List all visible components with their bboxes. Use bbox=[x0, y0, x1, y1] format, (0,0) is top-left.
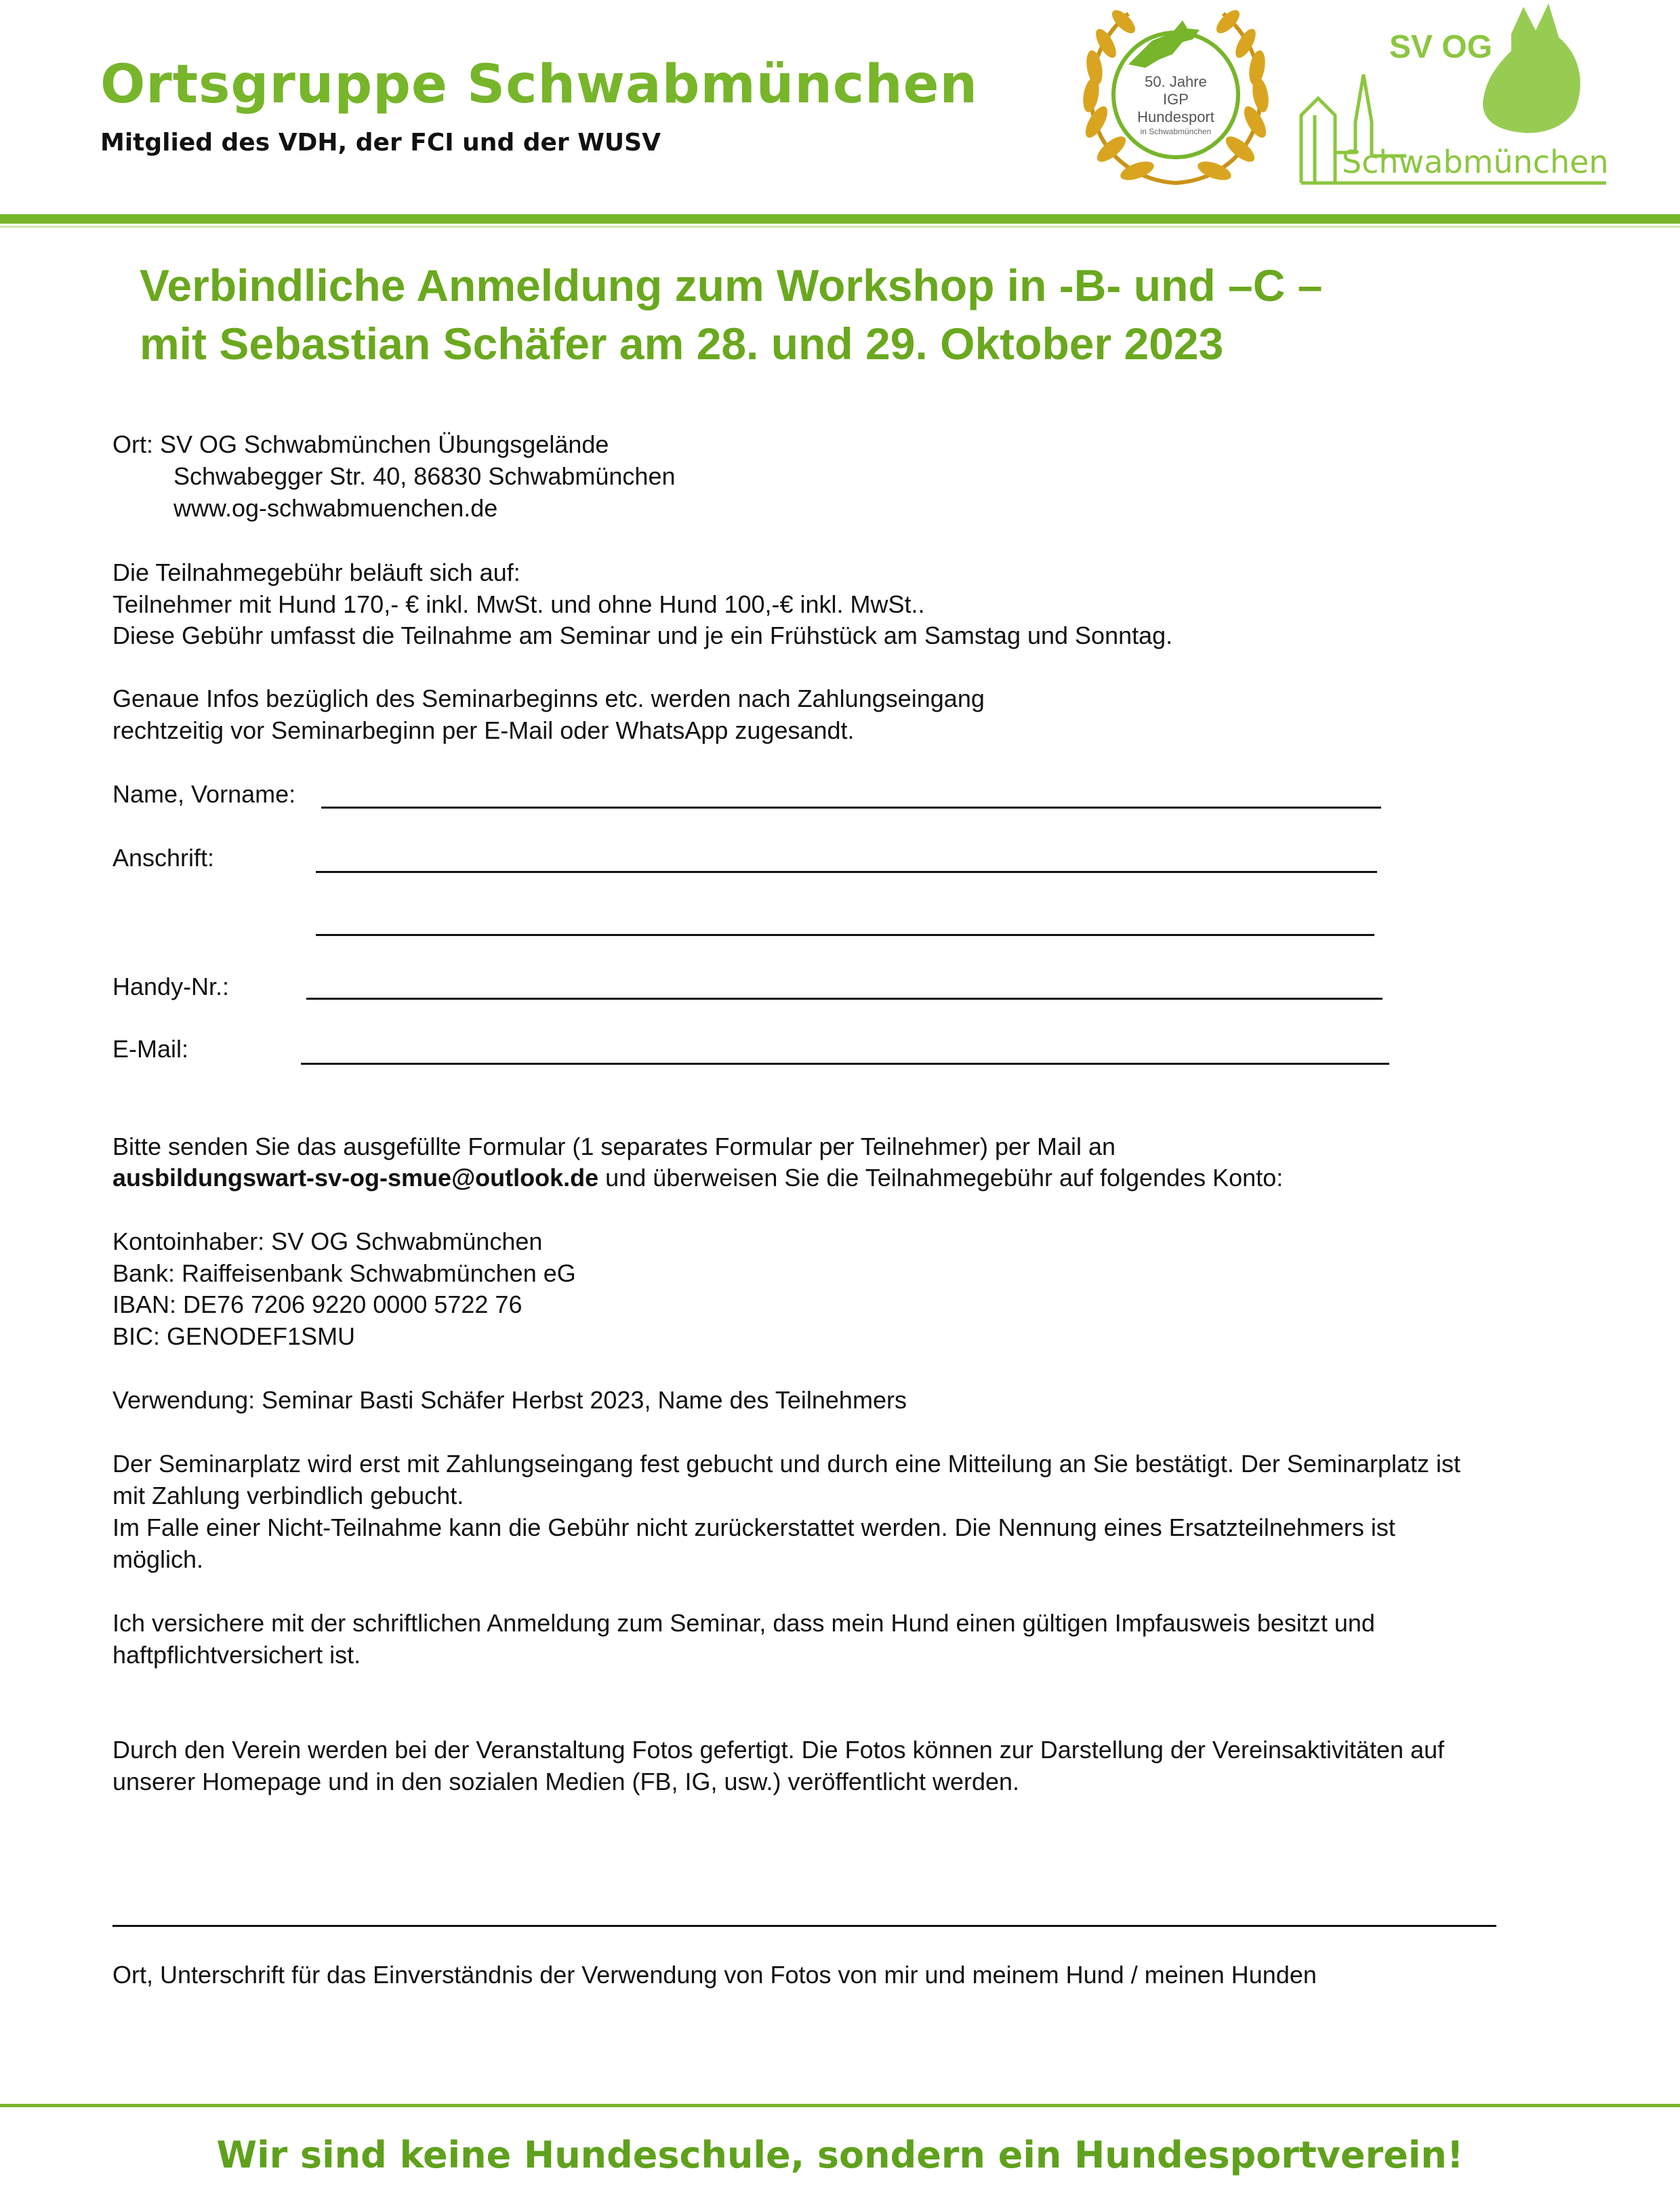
wreath-text-line1: 50. Jahre bbox=[1145, 73, 1207, 90]
org-name: Ortsgruppe Schwabmünchen bbox=[100, 54, 979, 115]
bank-owner: Kontoinhaber: SV OG Schwabmünchen bbox=[112, 1227, 543, 1255]
location-line-1: Ort: SV OG Schwabmünchen Übungsgelände bbox=[112, 430, 609, 458]
vaccination-line-1: Ich versichere mit der schriftlichen Anmeldung zum Seminar, dass mein Hund einen gültigen Impfausweis besitzt und bbox=[112, 1609, 1375, 1637]
name-input-line[interactable] bbox=[321, 807, 1381, 809]
wreath-text-line2: IGP bbox=[1163, 91, 1189, 108]
vaccination-line-2: haftpflichtversichert ist. bbox=[112, 1641, 361, 1669]
terms-line-3: Im Falle einer Nicht-Teilnahme kann die Gebühr nicht zurückerstattet werden. Die Nennung eines Ersatzteilnehmers ist bbox=[112, 1513, 1395, 1541]
terms-line-1: Der Seminarplatz wird erst mit Zahlungseingang fest gebucht und durch eine Mitteilung an Sie bestätigt. Der Seminarplatz ist bbox=[112, 1450, 1461, 1478]
shepherd-dog-head-icon bbox=[1483, 3, 1580, 133]
bank-bic: BIC: GENODEF1SMU bbox=[112, 1322, 356, 1350]
title-line-2: mit Sebastian Schäfer am 28. und 29. Oktober 2023 bbox=[140, 319, 1224, 369]
footer-slogan: Wir sind keine Hundeschule, sondern ein Hundesportverein! bbox=[216, 2134, 1464, 2176]
name-label: Name, Vorname: bbox=[112, 780, 296, 808]
signature-caption: Ort, Unterschrift für das Einverständnis der Verwendung von Fotos von mir und meinem Hund / meinen Hunden bbox=[112, 1961, 1317, 1989]
email-label: E-Mail: bbox=[112, 1035, 189, 1063]
submission-line-1: Bitte senden Sie das ausgefüllte Formular (1 separates Formular per Teilnehmer) per Mail an bbox=[112, 1133, 1116, 1160]
submission-line-2-rest: und überweisen Sie die Teilnahmegebühr auf folgendes Konto: bbox=[598, 1164, 1284, 1192]
signature-line[interactable] bbox=[112, 1925, 1496, 1927]
anniversary-wreath-logo bbox=[1064, 0, 1288, 197]
footer-divider bbox=[0, 2104, 1680, 2107]
phone-label: Handy-Nr.: bbox=[112, 973, 230, 1000]
address-input-line-2[interactable] bbox=[316, 934, 1374, 936]
title-line-1: Verbindliche Anmeldung zum Workshop in -B- und –C – bbox=[140, 260, 1323, 310]
address-input-line-1[interactable] bbox=[316, 871, 1377, 873]
submission-line-2 bbox=[112, 1162, 1283, 1194]
location-line-3: www.og-schwabmuenchen.de bbox=[173, 494, 498, 522]
fee-line-3: Diese Gebühr umfasst die Teilnahme am Seminar und je ein Frühstück am Samstag und Sonntag. bbox=[112, 622, 1173, 649]
bank-iban: IBAN: DE76 7206 9220 0000 5722 76 bbox=[112, 1290, 523, 1318]
header-divider bbox=[0, 214, 1680, 224]
club-logo bbox=[1288, 0, 1620, 197]
header-divider-shadow bbox=[0, 226, 1680, 228]
photos-line-2: unserer Homepage und in den sozialen Medien (FB, IG, usw.) veröffentlicht werden. bbox=[112, 1768, 1020, 1795]
address-label: Anschrift: bbox=[112, 844, 215, 872]
bank-name: Bank: Raiffeisenbank Schwabmünchen eG bbox=[112, 1259, 576, 1287]
club-logo-bottom-text: Schwabmünchen bbox=[1342, 144, 1609, 180]
fee-line-2: Teilnehmer mit Hund 170,- € inkl. MwSt. und ohne Hund 100,-€ inkl. MwSt.. bbox=[112, 590, 925, 618]
page-title bbox=[140, 256, 1322, 373]
payment-purpose: Verwendung: Seminar Basti Schäfer Herbst 2023, Name des Teilnehmers bbox=[112, 1386, 907, 1414]
phone-input-line[interactable] bbox=[306, 998, 1382, 1000]
submission-email-link[interactable]: ausbildungswart-sv-og-smue@outlook.de bbox=[112, 1164, 599, 1192]
fee-line-1: Die Teilnahmegebühr beläuft sich auf: bbox=[112, 558, 520, 586]
org-subtitle: Mitglied des VDH, der FCI und der WUSV bbox=[100, 129, 661, 157]
email-input-line[interactable] bbox=[301, 1063, 1389, 1065]
info-line-2: rechtzeitig vor Seminarbeginn per E-Mail oder WhatsApp zugesandt. bbox=[112, 716, 855, 744]
club-logo-top-text: SV OG bbox=[1389, 29, 1493, 65]
location-line-2: Schwabegger Str. 40, 86830 Schwabmünchen bbox=[173, 462, 676, 490]
photos-line-1: Durch den Verein werden bei der Veranstaltung Fotos gefertigt. Die Fotos können zur Darstellung der Vereinsaktivitäten auf bbox=[112, 1736, 1445, 1764]
info-line-1: Genaue Infos bezüglich des Seminarbeginns etc. werden nach Zahlungseingang bbox=[112, 685, 985, 712]
wreath-text-line4: in Schwabmünchen bbox=[1140, 127, 1212, 136]
wreath-text-line3: Hundesport bbox=[1137, 108, 1214, 125]
terms-line-4: möglich. bbox=[112, 1545, 204, 1573]
terms-line-2: mit Zahlung verbindlich gebucht. bbox=[112, 1482, 464, 1509]
